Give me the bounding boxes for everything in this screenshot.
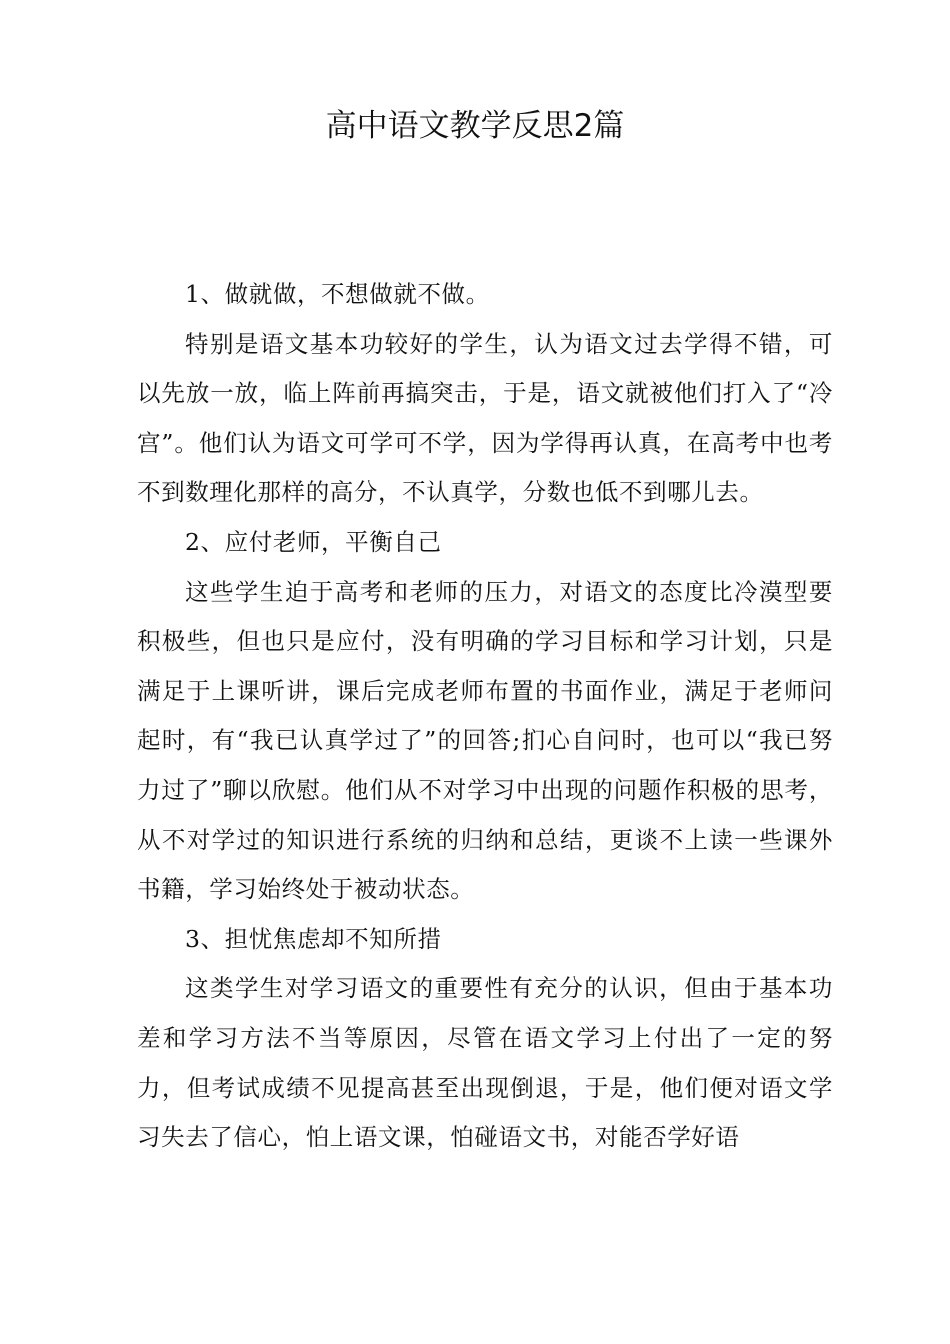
paragraph-3: 这类学生对学习语文的重要性有充分的认识，但由于基本功差和学习方法不当等原因，尽管在语文学习上付出了一定的努力，但考试成绩不见提高甚至出现倒退，于是，他们便对语文学习失去了信心，怕上语文课，怕碰语文书，对能否学好语 (137, 974, 833, 1152)
section-heading-2: 2、应付老师，平衡自己 (185, 527, 442, 556)
section-heading-3: 3、担忧焦虑却不知所措 (185, 924, 442, 953)
document-title: 高中语文教学反思2篇 (325, 108, 625, 144)
section-heading-1: 1、做就做，不想做就不做。 (185, 280, 490, 308)
paragraph-1: 特别是语文基本功较好的学生，认为语文过去学得不错，可以先放一放，临上阵前再搞突击，于是，语文就被他们打入了“冷宫”。他们认为语文可学可不学，因为学得再认真，在高考中也考不到数理化那样的高分，不认真学，分数也低不到哪儿去。 (137, 329, 833, 507)
document-body (137, 270, 833, 1163)
paragraph-2: 这些学生迫于高考和老师的压力，对语文的态度比冷漠型要积极些，但也只是应付，没有明确的学习目标和学习计划，只是满足于上课听讲，课后完成老师布置的书面作业，满足于老师问起时，有“我已认真学过了”的回答;扪心自问时，也可以“我已努力过了”聊以欣慰。他们从不对学习中出现的问题作积极的思考，从不对学过的知识进行系统的归纳和总结，更谈不上读一些课外书籍，学习始终处于被动状态。 (137, 577, 833, 904)
